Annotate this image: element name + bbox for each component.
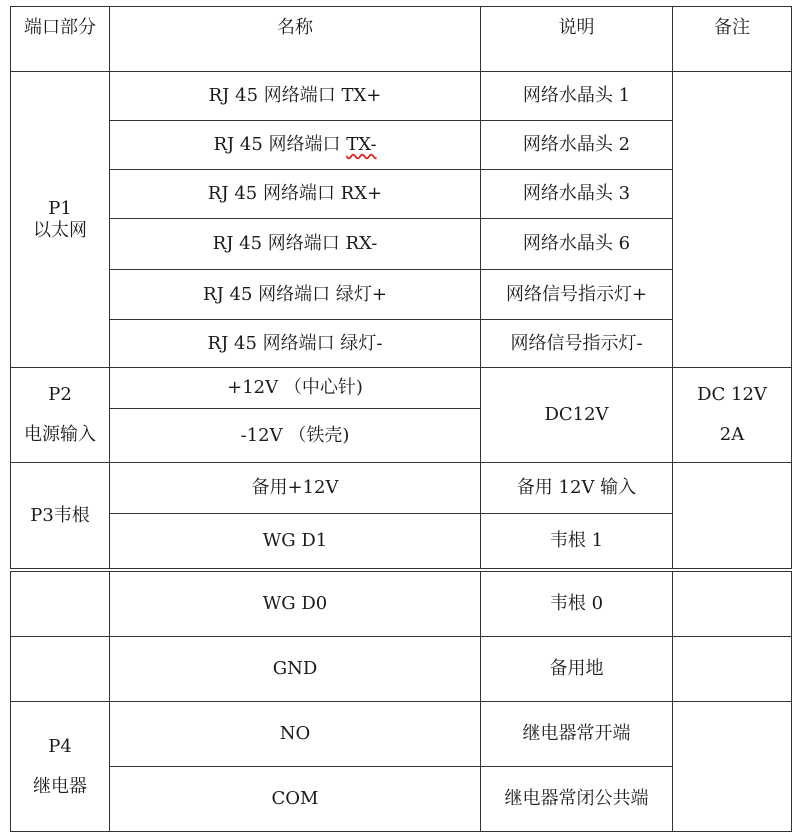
p1-desc-3: 网络水晶头 3 (481, 170, 673, 219)
p2-note-cell (673, 368, 792, 463)
p1-name-2-prefix: RJ 45 网络端口 (213, 134, 347, 156)
p4-name-2: COM (110, 767, 481, 832)
header-note: 备注 (673, 7, 792, 72)
p4-desc-2: 继电器常闭公共端 (481, 767, 673, 832)
p2-name-1: +12V （中心针) (110, 368, 481, 409)
p1-desc-4: 网络水晶头 6 (481, 219, 673, 270)
port-table-page2 (10, 571, 792, 832)
p1-desc-1: 网络水晶头 1 (481, 72, 673, 121)
p1-name-2 (110, 121, 481, 170)
p2-port-cell (11, 368, 110, 463)
p4-label: P4 (48, 735, 72, 757)
p1-name-5: RJ 45 网络端口 绿灯+ (110, 270, 481, 320)
continued-port-cell (11, 572, 110, 637)
p1-desc-5: 网络信号指示灯+ (481, 270, 673, 320)
table-row (11, 463, 792, 514)
header-port: 端口部分 (11, 7, 110, 72)
p1-name-1: RJ 45 网络端口 TX+ (110, 72, 481, 121)
p4-name-1: NO (110, 702, 481, 767)
p3-desc-1: 备用 12V 输入 (481, 463, 673, 514)
p2-note-current: 2A (719, 424, 745, 445)
spellcheck-flagged-text: TX- (346, 134, 377, 156)
p1-port-cell (11, 72, 110, 368)
p3-name-2: WG D1 (110, 514, 481, 569)
continued-note-cell (673, 572, 792, 637)
p3-name-1: 备用+12V (110, 463, 481, 514)
continued-name-1: WG D0 (110, 572, 481, 637)
p1-sublabel: 以太网 (33, 219, 87, 241)
table-row (11, 702, 792, 767)
table-row (11, 368, 792, 409)
continued-note-cell-2 (673, 637, 792, 702)
p1-desc-6: 网络信号指示灯- (481, 320, 673, 368)
continued-desc-2: 备用地 (481, 637, 673, 702)
header-row (11, 7, 792, 72)
p1-desc-2: 网络水晶头 2 (481, 121, 673, 170)
header-desc: 说明 (481, 7, 673, 72)
p1-label: P1 (48, 197, 72, 219)
p4-sublabel: 继电器 (33, 775, 87, 797)
p4-desc-1: 继电器常开端 (481, 702, 673, 767)
p1-name-6: RJ 45 网络端口 绿灯- (110, 320, 481, 368)
continued-port-cell-2 (11, 637, 110, 702)
p3-note-cell (673, 463, 792, 569)
continued-name-2: GND (110, 637, 481, 702)
table-row (11, 637, 792, 702)
p2-label: P2 (48, 384, 72, 406)
header-name: 名称 (110, 7, 481, 72)
table-row (11, 572, 792, 637)
p1-name-3: RJ 45 网络端口 RX+ (110, 170, 481, 219)
p1-note-cell (673, 72, 792, 368)
p1-name-4: RJ 45 网络端口 RX- (110, 219, 481, 270)
p2-name-2: -12V （铁壳) (110, 409, 481, 463)
p3-port-cell: P3韦根 (11, 463, 110, 569)
p4-port-cell (11, 702, 110, 832)
port-table-page1 (10, 6, 792, 569)
p2-note-voltage: DC 12V (697, 384, 767, 406)
p2-desc: DC12V (481, 368, 673, 463)
p4-note-cell (673, 702, 792, 832)
p3-desc-2: 韦根 1 (481, 514, 673, 569)
p2-sublabel: 电源输入 (24, 424, 96, 445)
continued-desc-1: 韦根 0 (481, 572, 673, 637)
table-row (11, 72, 792, 121)
